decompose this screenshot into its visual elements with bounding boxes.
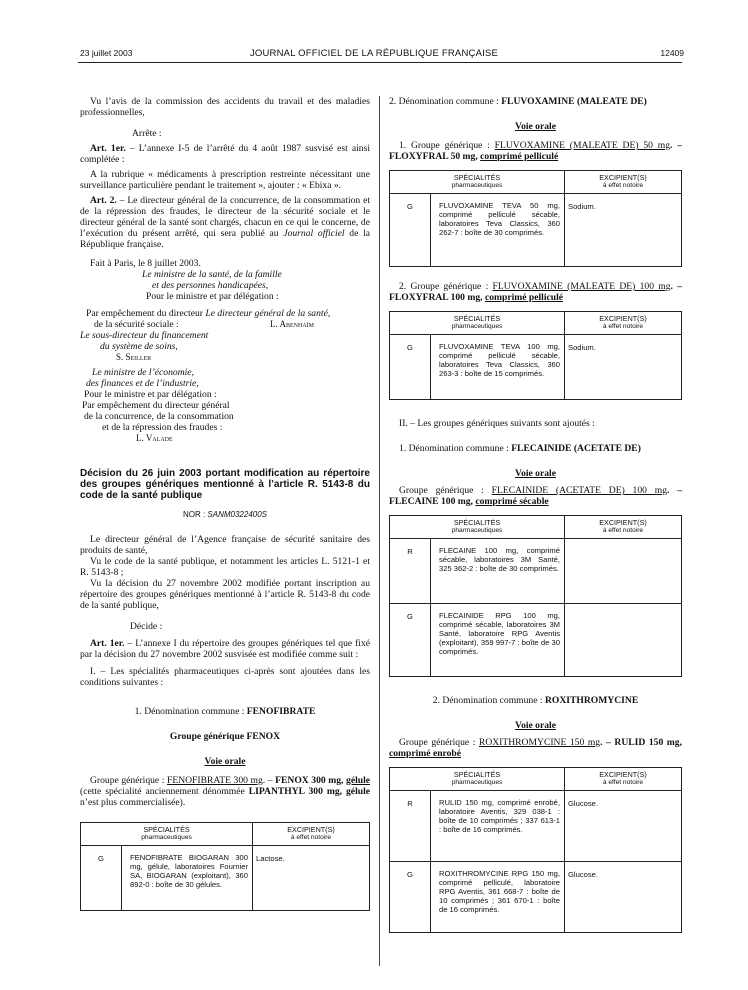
denom3-name: FLECAINIDE (ACETATE DE) (511, 443, 641, 454)
row-specialite: FLECAINE 100 mg, comprimé sécable, laboratoires 3M Santé, 325 362-2 : boîte de 30 comprimés. (431, 539, 565, 604)
col-specialites (390, 312, 565, 335)
article-2-label: Art. 2. (90, 195, 117, 206)
fleca-c: comprimé sécable (475, 496, 549, 507)
denom4-label: 2. Dénomination commune : (432, 695, 545, 706)
fen-groupe-b: . – (262, 775, 276, 786)
row-group-type: R (390, 791, 431, 862)
dg-agence: Le directeur général de l’Agence française de sécurité sanitaire des produits de santé, (80, 534, 370, 556)
denom1-name: FENOFIBRATE (246, 706, 316, 717)
table-row (390, 539, 682, 604)
table-header-row (390, 516, 682, 539)
nor-label: NOR : (182, 510, 208, 519)
row-excipient (565, 604, 682, 677)
fluvo2-u: FLUVOXAMINE (MALEATE DE) 100 mg (492, 281, 671, 292)
denom2-label: 2. Dénomination commune : (389, 96, 502, 107)
fluvo1-b: . – FLOXYFRAL 50 mg, (389, 140, 682, 162)
col-excipients (565, 171, 682, 194)
fenofibrate-groupe (80, 775, 370, 808)
col2-sub: à effet notoire (602, 779, 644, 786)
col-excipients (253, 823, 370, 846)
col2-sub: à effet notoire (602, 323, 644, 330)
fait-a-paris: Fait à Paris, le 8 juillet 2003. (90, 258, 201, 269)
secu-sociale-line (80, 319, 370, 330)
col1-sub: pharmaceutiques (451, 182, 503, 189)
fen-groupe-c: FENOX 300 mg, (275, 775, 347, 786)
ministre-sante-2: et des personnes handicapées, (152, 280, 269, 291)
table-row (390, 194, 682, 267)
col2-sub: à effet notoire (290, 834, 332, 841)
fen-groupe-d: gélule (346, 775, 370, 786)
empechement-1-text: Par empêchement du directeur (86, 308, 203, 319)
col2-sub: à effet notoire (602, 182, 644, 189)
row-group-type: G (81, 846, 122, 911)
column-divider (379, 96, 380, 966)
col-excipients (565, 768, 682, 791)
row-specialite: FLUVOXAMINE TEVA 50 mg, comprimé pelliculé sécable, laboratoires Teva Classics, 360 262-7 : boîte de 30 comprimés. (431, 194, 565, 267)
col1-sub: pharmaceutiques (141, 834, 192, 841)
empechement-1 (80, 308, 370, 319)
row-specialite: RULID 150 mg, comprimé enrobé, laboratoire Aventis, 329 038-1 : boîte de 10 comprimés ; 337 613-1 : boîte de 16 comprimés. (431, 791, 565, 862)
row-group-type: G (390, 335, 431, 400)
signature-abenhaim: L. Abenhaïm (270, 319, 314, 329)
fen-groupe-g: n’est plus commercialisée). (80, 797, 186, 808)
fluvo2-b: . – FLOXYFRAL 100 mg, (389, 281, 682, 303)
roxi-b: . – RULID 150 mg, (600, 737, 682, 748)
ministre-eco-2: des finances et de l’industrie, (86, 378, 199, 389)
rubrique-text: A la rubrique « médicaments à prescription restreinte nécessitant une surveillance particulière pendant le traitement », ajouter : « Ebixa ». (80, 169, 370, 191)
signature-valade: L. Valade (136, 433, 173, 443)
voie-orale-roxi: Voie orale (515, 720, 556, 731)
col1-title: SPÉCIALITÉS (453, 314, 501, 323)
article-2-text-b: de la République française. (80, 228, 370, 250)
right-column (389, 96, 682, 933)
fluvo2-groupe (389, 281, 682, 303)
article-2-jo: Journal officiel (283, 228, 345, 239)
col1-sub: pharmaceutiques (451, 323, 503, 330)
col1-sub: pharmaceutiques (451, 527, 503, 534)
col1-title: SPÉCIALITÉS (453, 173, 501, 182)
col-specialites (390, 516, 565, 539)
header-rule (78, 62, 682, 63)
row-specialite: FLECAINIDE RPG 100 mg, comprimé sécable, laboratoires 3M Santé, laboratoire RPG Aventis (exploitant), 359 997-7 : boîte de 30 comprimés. (431, 604, 565, 677)
article-2-text-a: – Le directeur général de la concurrence, de la consommation et de la répression des fraudes, le directeur de la sécurité sociale et le directeur général de la santé sont chargés, chacun en ce qui le concerne, de l’exécution du présent arrêté, qui sera publié au (80, 195, 370, 239)
fluvo2-a: 2. Groupe générique : (399, 281, 493, 292)
row-specialite: FENOFIBRATE BIOGARAN 300 mg, gélule, laboratoires Fournier SA, BIOGARAN (exploitant), 360 892-0 : boîte de 30 gélules. (122, 846, 253, 911)
col1-title: SPÉCIALITÉS (143, 825, 190, 834)
decide-heading: Décide : (130, 621, 163, 632)
fen-groupe-f: LIPANTHYL 300 mg, gélule (248, 786, 370, 797)
roxi-u: ROXITHROMYCINE 150 mg (478, 737, 601, 748)
roxi-a: Groupe générique : (399, 737, 479, 748)
denomination-fenofibrate (80, 706, 370, 717)
denomination-fluvoxamine (389, 96, 682, 107)
roxi-groupe (389, 737, 682, 759)
table-flecainide (389, 515, 682, 677)
pour-ministre-1: Pour le ministre et par délégation : (146, 291, 279, 302)
section-I: I. – Les spécialités pharmaceutiques ci-après sont ajoutées dans les conditions suivantes : (80, 666, 370, 688)
col-specialites (390, 171, 565, 194)
table-row (390, 862, 682, 933)
header-journal-title: JOURNAL OFFICIEL DE LA RÉPUBLIQUE FRANÇAISE (249, 48, 499, 59)
roxi-c: comprimé enrobé (389, 748, 462, 759)
article-1 (80, 143, 370, 165)
table-header-row (81, 823, 370, 846)
table-header-row (390, 171, 682, 194)
ministre-eco-1: Le ministre de l’économie, (92, 367, 194, 378)
groupe-fenox: Groupe générique FENOX (169, 731, 281, 742)
article-2 (80, 195, 370, 250)
table-fenofibrate (80, 822, 370, 911)
denomination-roxithromycine (389, 695, 682, 706)
col-specialites (81, 823, 253, 846)
nor-code: SANM0322400S (207, 510, 268, 519)
sous-directeur-1: Le sous-directeur du financement (80, 330, 209, 341)
article-1-label: Art. 1er. (90, 143, 126, 154)
fluvo1-c: comprimé pelliculé (480, 151, 559, 162)
article-1b-label: Art. 1er. (90, 638, 125, 649)
denomination-flecainide (389, 443, 682, 454)
row-specialite: ROXITHROMYCINE RPG 150 mg, comprimé pelliculé, laboratoire RPG Aventis, 361 668-7 : boîte de 10 comprimés ; 361 670-1 : boîte de 16 comprimés. (431, 862, 565, 933)
fluvo1-u: FLUVOXAMINE (MALEATE DE) 50 mg (494, 140, 670, 151)
table-row (390, 604, 682, 677)
row-excipient: Glucose. (565, 862, 682, 933)
dg-sante: Le directeur général de la santé, (205, 308, 331, 319)
denom4-name: ROXITHROMYCINE (544, 695, 639, 706)
col2-title: EXCIPIENT(S) (287, 825, 335, 834)
fleca-groupe (389, 485, 682, 507)
header-date: 23 juillet 2003 (80, 48, 133, 58)
voie-orale-fenox: Voie orale (204, 756, 246, 767)
row-group-type: R (390, 539, 431, 604)
col2-title: EXCIPIENT(S) (599, 518, 647, 527)
fen-groupe-u: FENOFIBRATE 300 mg (167, 775, 263, 786)
table-roxithromycine (389, 767, 682, 933)
sous-directeur-2: du système de soins, (100, 341, 178, 352)
signature-seiller: S. Seiller (116, 352, 152, 362)
table-header-row (390, 312, 682, 335)
col1-title: SPÉCIALITÉS (453, 770, 501, 779)
table-row (390, 791, 682, 862)
table-row (81, 846, 370, 911)
fluvo2-c: comprimé pelliculé (484, 292, 563, 303)
vu-avis: Vu l’avis de la commission des accidents du travail et des maladies professionnelles, (80, 96, 370, 118)
row-group-type: G (390, 194, 431, 267)
col1-sub: pharmaceutiques (451, 779, 503, 786)
fluvo1-a: 1. Groupe générique : (399, 140, 495, 151)
empechement-2c: et de la répression des fraudes : (102, 422, 223, 433)
table-row (390, 335, 682, 400)
nor-line (80, 509, 370, 520)
table-fluvoxamine-100 (389, 311, 682, 400)
fleca-a: Groupe générique : (399, 485, 492, 496)
secu-sociale: de la sécurité sociale : (94, 319, 179, 330)
table-header-row (390, 768, 682, 791)
arrete-heading: Arrête : (132, 128, 162, 139)
voie-orale-fluvo: Voie orale (515, 121, 556, 132)
left-column (80, 96, 370, 911)
row-excipient: Sodium. (565, 194, 682, 267)
table-fluvoxamine-50 (389, 170, 682, 267)
row-group-type: G (390, 604, 431, 677)
denom1-label: 1. Dénomination commune : (134, 706, 247, 717)
row-excipient: Glucose. (565, 791, 682, 862)
vu-decision: Vu la décision du 27 novembre 2002 modifiée portant inscription au répertoire des groupes génériques mentionné à l’article R. 5143-8 du code de la santé publique, (80, 578, 370, 611)
col2-title: EXCIPIENT(S) (599, 314, 647, 323)
ministre-sante-1: Le ministre de la santé, de la famille (142, 269, 282, 280)
article-1-text: – L’annexe I-5 de l’arrêté du 4 août 1987 susvisé est ainsi complétée : (80, 143, 370, 165)
section-II: II. – Les groupes génériques suivants sont ajoutés : (399, 418, 595, 429)
fen-groupe-e: (cette spécialité anciennement dénommée (80, 786, 249, 797)
col2-title: EXCIPIENT(S) (599, 173, 647, 182)
fen-groupe-a: Groupe générique : (90, 775, 167, 786)
article-1b-text: – L’annexe I du répertoire des groupes génériques tel que fixé par la décision du 27 novembre 2002 susvisée est modifiée comme suit : (80, 638, 370, 660)
col1-title: SPÉCIALITÉS (453, 518, 501, 527)
decision-title: Décision du 26 juin 2003 portant modification au répertoire des groupes génériques mentionné à l’article R. 5143-8 du code de la santé publique (80, 468, 370, 501)
denom3-label: 1. Dénomination commune : (399, 443, 512, 454)
col-excipients (565, 516, 682, 539)
pour-ministre-2: Pour le ministre et par délégation : (84, 389, 217, 400)
fleca-u: FLECAINIDE (ACETATE DE) 100 mg (491, 485, 667, 496)
header-page-number: 12409 (660, 48, 684, 58)
col-specialites (390, 768, 565, 791)
row-specialite: FLUVOXAMINE TEVA 100 mg, comprimé pelliculé sécable, laboratoires Teva Classics, 360 263-3 : boîte de 15 comprimés. (431, 335, 565, 400)
col2-title: EXCIPIENT(S) (599, 770, 647, 779)
vu-code: Vu le code de la santé publique, et notamment les articles L. 5121-1 et R. 5143-8 ; (80, 556, 370, 578)
row-excipient: Sodium. (565, 335, 682, 400)
row-group-type: G (390, 862, 431, 933)
empechement-2b: de la concurrence, de la consommation (84, 411, 234, 422)
col-excipients (565, 312, 682, 335)
col2-sub: à effet notoire (602, 527, 644, 534)
denom2-name: FLUVOXAMINE (MALEATE DE) (501, 96, 647, 107)
voie-orale-fleca: Voie orale (515, 468, 556, 479)
article-1-decision (80, 638, 370, 660)
fluvo1-groupe (389, 140, 682, 162)
empechement-2a: Par empêchement du directeur général (82, 400, 230, 411)
fleca-b: . – FLECAINE 100 mg, (389, 485, 682, 507)
row-excipient (565, 539, 682, 604)
row-excipient: Lactose. (253, 846, 370, 911)
